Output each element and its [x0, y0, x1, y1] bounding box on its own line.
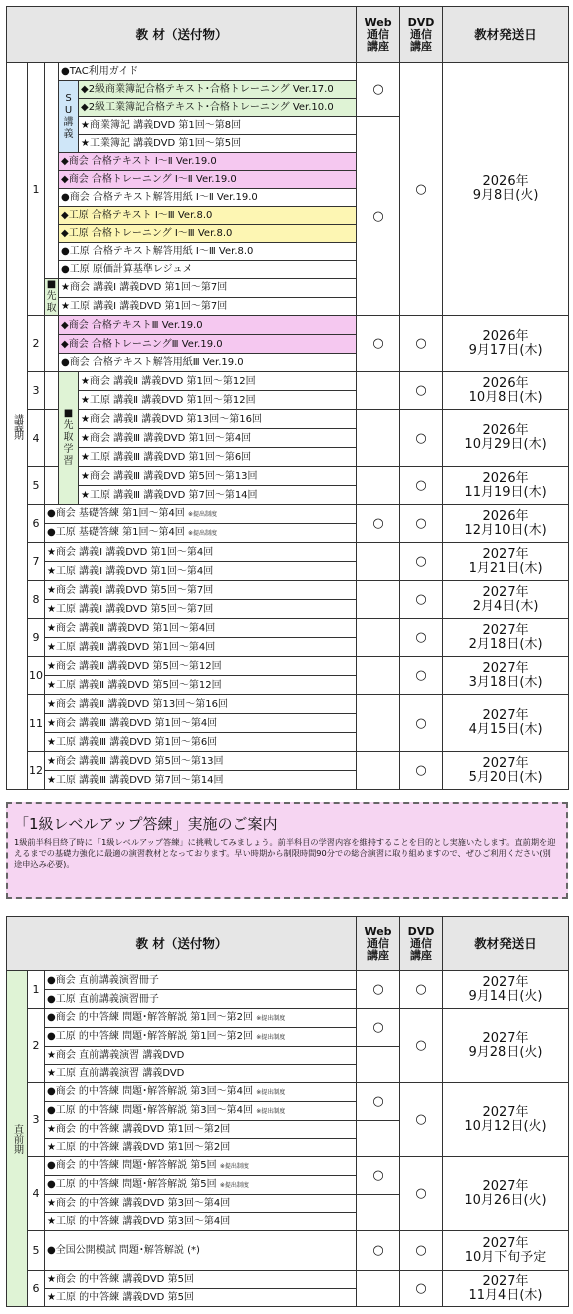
- material-item-text: ●商会 的中答練 問題･解答解説 第5回: [47, 1160, 217, 1171]
- ship-date: 2027年 2月18日(木): [443, 619, 569, 657]
- period-final: 直前期: [7, 971, 28, 1307]
- dvd-mark: ○: [400, 1231, 443, 1271]
- dvd-mark: ○: [400, 372, 443, 410]
- period-lecture: 講義期: [7, 63, 28, 790]
- material-item: ◆工原 合格テキスト Ⅰ～Ⅲ Ver.8.0: [59, 207, 357, 225]
- material-item: ★工業簿記 講義DVD 第1回～第5回: [79, 135, 357, 153]
- material-item: ★商会 講義Ⅲ 講義DVD 第1回～第4回: [45, 714, 357, 733]
- material-item: ◆商会 合格トレーニングⅢ Ver.19.0: [59, 335, 357, 354]
- header-date: 教材発送日: [443, 917, 569, 971]
- ship-date: 2027年 10月下旬予定: [443, 1231, 569, 1271]
- material-item: ●商会 合格テキスト解答用紙Ⅲ Ver.19.0: [59, 354, 357, 372]
- schedule-table-lecture: [6, 6, 569, 790]
- ship-date: 2027年 11月4日(木): [443, 1271, 569, 1307]
- material-item: ◆2級工業簿記合格テキスト･合格トレーニング Ver.10.0: [79, 99, 357, 117]
- material-item: ◆2級商業簿記合格テキスト･合格トレーニング Ver.17.0: [79, 81, 357, 99]
- row-num: 5: [28, 1231, 45, 1271]
- material-item: [45, 1083, 357, 1102]
- submission-note: ※提出制度: [256, 1108, 286, 1115]
- material-item: ★工原 講義Ⅲ 講義DVD 第1回～第6回: [45, 733, 357, 752]
- material-item: ★工原 講義Ⅱ 講義DVD 第1回～第12回: [79, 391, 357, 410]
- submission-note: ※提出制度: [188, 511, 218, 518]
- material-item: [45, 1028, 357, 1047]
- row-num: 7: [28, 543, 45, 581]
- dvd-mark: ○: [400, 1083, 443, 1157]
- material-item: ★商会 的中答練 講義DVD 第3回～第4回: [45, 1195, 357, 1213]
- material-item: ●工原 原価計算基準レジュメ: [59, 261, 357, 279]
- material-item: ●商会 直前講義演習冊子: [45, 971, 357, 990]
- web-mark: ○: [357, 1157, 400, 1195]
- header-web: Web 通信 講座: [357, 917, 400, 971]
- dvd-mark: ○: [400, 1009, 443, 1083]
- material-item-text: ●商会 基礎答練 第1回～第4回: [47, 508, 185, 519]
- dvd-mark: ○: [400, 316, 443, 372]
- row-num: 3: [28, 372, 45, 410]
- material-item: ★商会 直前講義演習 講義DVD: [45, 1047, 357, 1065]
- material-item: ★工原 講義Ⅲ 講義DVD 第7回～第14回: [79, 486, 357, 505]
- schedule-table-final: [6, 916, 569, 1307]
- ship-date: 2027年 4月15日(木): [443, 695, 569, 752]
- material-item: ★工原 講義Ⅱ 講義DVD 第1回～第4回: [45, 638, 357, 657]
- material-item-text: ●工原 基礎答練 第1回～第4回: [47, 527, 185, 538]
- web-mark: ○: [357, 505, 400, 543]
- material-item: [45, 505, 357, 524]
- material-item-text: ●商会 的中答練 問題･解答解説 第1回～第2回: [47, 1012, 253, 1023]
- ship-date: 2027年 1月21日(木): [443, 543, 569, 581]
- notice-title: 「1級レベルアップ答練」実施のご案内: [14, 815, 278, 833]
- ship-date: 2027年 9月14日(火): [443, 971, 569, 1009]
- submission-note: ※提出制度: [256, 1089, 286, 1096]
- submission-note: ※提出制度: [219, 1182, 249, 1189]
- dvd-mark: ○: [400, 581, 443, 619]
- material-item: ★商会 講義Ⅰ 講義DVD 第1回～第7回: [59, 279, 357, 298]
- row-num: 4: [28, 1157, 45, 1231]
- row-num: 8: [28, 581, 45, 619]
- ship-date: 2027年 3月18日(木): [443, 657, 569, 695]
- row-num: 6: [28, 1271, 45, 1307]
- ship-date-text: 2026年 9月8日(火): [472, 174, 539, 203]
- web-mark: ○: [357, 117, 400, 316]
- header-date: 教材発送日: [443, 7, 569, 63]
- sendori-label: ■ 先 取: [46, 279, 57, 314]
- material-item: ★工原 的中答練 講義DVD 第1回～第2回: [45, 1139, 357, 1157]
- material-item: ★工原 的中答練 講義DVD 第3回～第4回: [45, 1213, 357, 1231]
- sendori-gakushu-label: ■ 先 取 学 習: [59, 372, 79, 505]
- material-item: ★商業簿記 講義DVD 第1回～第8回: [79, 117, 357, 135]
- web-mark: ○: [357, 1231, 400, 1271]
- material-item: [45, 524, 357, 543]
- dvd-mark: ○: [400, 619, 443, 657]
- material-item: ●工原 合格テキスト解答用紙 Ⅰ～Ⅲ Ver.8.0: [59, 243, 357, 261]
- material-item: ★工原 講義Ⅲ 講義DVD 第7回～第14回: [45, 771, 357, 790]
- dvd-mark: ○: [400, 63, 443, 316]
- ship-date: 2027年 2月4日(木): [443, 581, 569, 619]
- ship-date: 2027年 9月28日(火): [443, 1009, 569, 1083]
- material-item: ★商会 講義Ⅲ 講義DVD 第1回～第4回: [79, 429, 357, 448]
- dvd-mark: ○: [400, 543, 443, 581]
- material-item: ★工原 講義Ⅰ 講義DVD 第1回～第7回: [59, 297, 357, 316]
- dvd-mark: ○: [400, 505, 443, 543]
- level-up-notice: [6, 802, 568, 899]
- material-item: ◆工原 合格トレーニング Ⅰ～Ⅲ Ver.8.0: [59, 225, 357, 243]
- dvd-mark: ○: [400, 752, 443, 790]
- notice-body: 1級前半科目終了時に「1級レベルアップ答練」に挑戦してみましょう。前半科目の学習内容を維持することを目的とし実施いたします。直前期を迎えるまでの基礎力強化に最適の演習教材となっております。早い時期から制限時間90分での総合演習に取り組めますので、ぜひご利用ください(別途申込み必要)。: [14, 837, 556, 869]
- su-lecture-label: S U 講 義: [59, 81, 79, 153]
- material-item-text: ●工原 的中答練 問題･解答解説 第5回: [47, 1179, 217, 1190]
- material-item: ●全国公開模試 問題･解答解説 (*): [45, 1231, 357, 1271]
- ship-date: 2027年 10月12日(火): [443, 1083, 569, 1157]
- row-num: 11: [28, 695, 45, 752]
- row-num: 1: [28, 971, 45, 1009]
- material-item: [45, 1009, 357, 1028]
- ship-date: 2026年 9月17日(木): [443, 316, 569, 372]
- material-item: ★商会 講義Ⅱ 講義DVD 第13回～第16回: [45, 695, 357, 714]
- ship-date: 2026年 10月8日(木): [443, 372, 569, 410]
- material-item: ◆商会 合格トレーニング Ⅰ～Ⅱ Ver.19.0: [59, 171, 357, 189]
- material-item: ◆商会 合格テキスト Ⅰ～Ⅱ Ver.19.0: [59, 153, 357, 171]
- submission-note: ※提出制度: [256, 1015, 286, 1022]
- material-item-text: ●工原 的中答練 問題･解答解説 第3回～第4回: [47, 1105, 253, 1116]
- material-item: ★工原 講義Ⅱ 講義DVD 第5回～第12回: [45, 676, 357, 695]
- material-item: ★商会 講義Ⅲ 講義DVD 第5回～第13回: [79, 467, 357, 486]
- row-num: 12: [28, 752, 45, 790]
- row-num: 4: [28, 410, 45, 467]
- row-num: 2: [28, 316, 45, 372]
- row-num: 10: [28, 657, 45, 695]
- material-item: ★工原 講義Ⅰ 講義DVD 第5回～第7回: [45, 600, 357, 619]
- dvd-mark: ○: [400, 1271, 443, 1307]
- ship-date: 2027年 5月20日(木): [443, 752, 569, 790]
- material-item: ●工原 直前講義演習冊子: [45, 990, 357, 1009]
- material-item: ●TAC利用ガイド: [59, 63, 357, 81]
- ship-date: 2026年 11月19日(木): [443, 467, 569, 505]
- row-num: 9: [28, 619, 45, 657]
- material-item: ★商会 講義Ⅱ 講義DVD 第1回～第12回: [79, 372, 357, 391]
- row-num: 6: [28, 505, 45, 543]
- material-item: ★商会 講義Ⅲ 講義DVD 第5回～第13回: [45, 752, 357, 771]
- dvd-mark: ○: [400, 410, 443, 467]
- header-web: Web 通信 講座: [357, 7, 400, 63]
- submission-note: ※提出制度: [256, 1034, 286, 1041]
- material-item: ★商会 講義Ⅰ 講義DVD 第5回～第7回: [45, 581, 357, 600]
- dvd-mark: ○: [400, 657, 443, 695]
- material-item: ★商会 的中答練 講義DVD 第1回～第2回: [45, 1121, 357, 1139]
- row-num: 2: [28, 1009, 45, 1083]
- material-item-text: ●工原 的中答練 問題･解答解説 第1回～第2回: [47, 1031, 253, 1042]
- dvd-mark: ○: [400, 695, 443, 752]
- row-num: 1: [28, 63, 45, 316]
- header-dvd: DVD 通信 講座: [400, 7, 443, 63]
- row-num: 5: [28, 467, 45, 505]
- material-item: ★工原 直前講義演習 講義DVD: [45, 1065, 357, 1083]
- submission-note: ※提出制度: [188, 530, 218, 537]
- dvd-mark: ○: [400, 1157, 443, 1231]
- material-item: ★工原 講義Ⅰ 講義DVD 第1回～第4回: [45, 562, 357, 581]
- header-material: 教 材（送付物）: [7, 917, 357, 971]
- material-item: ★商会 講義Ⅰ 講義DVD 第1回～第4回: [45, 543, 357, 562]
- ship-date: 2026年 12月10日(木): [443, 505, 569, 543]
- dvd-mark: ○: [400, 467, 443, 505]
- material-item: ◆商会 合格テキストⅢ Ver.19.0: [59, 316, 357, 335]
- material-item: ★商会 講義Ⅱ 講義DVD 第1回～第4回: [45, 619, 357, 638]
- web-mark: ○: [357, 971, 400, 1009]
- header-material: 教 材（送付物）: [7, 7, 357, 63]
- ship-date: [443, 63, 569, 316]
- header-dvd: DVD 通信 講座: [400, 917, 443, 971]
- web-mark: ○: [357, 316, 400, 372]
- dvd-mark: ○: [400, 971, 443, 1009]
- material-item: ★工原 講義Ⅲ 講義DVD 第1回～第6回: [79, 448, 357, 467]
- submission-note: ※提出制度: [219, 1163, 249, 1170]
- material-item: ★商会 講義Ⅱ 講義DVD 第13回～第16回: [79, 410, 357, 429]
- web-mark: ○: [357, 1009, 400, 1047]
- material-item-text: ●商会 的中答練 問題･解答解説 第3回～第4回: [47, 1086, 253, 1097]
- web-mark: ○: [357, 1083, 400, 1121]
- row-num: 3: [28, 1083, 45, 1157]
- material-item: ●商会 合格テキスト解答用紙 Ⅰ～Ⅱ Ver.19.0: [59, 189, 357, 207]
- web-mark: ○: [357, 63, 400, 117]
- material-item: ★工原 的中答練 講義DVD 第5回: [45, 1289, 357, 1307]
- material-item: [45, 1102, 357, 1121]
- material-item: ★商会 講義Ⅱ 講義DVD 第5回～第12回: [45, 657, 357, 676]
- material-item: ★商会 的中答練 講義DVD 第5回: [45, 1271, 357, 1289]
- ship-date: 2027年 10月26日(火): [443, 1157, 569, 1231]
- ship-date: 2026年 10月29日(木): [443, 410, 569, 467]
- material-item: [45, 1176, 357, 1195]
- material-item: [45, 1157, 357, 1176]
